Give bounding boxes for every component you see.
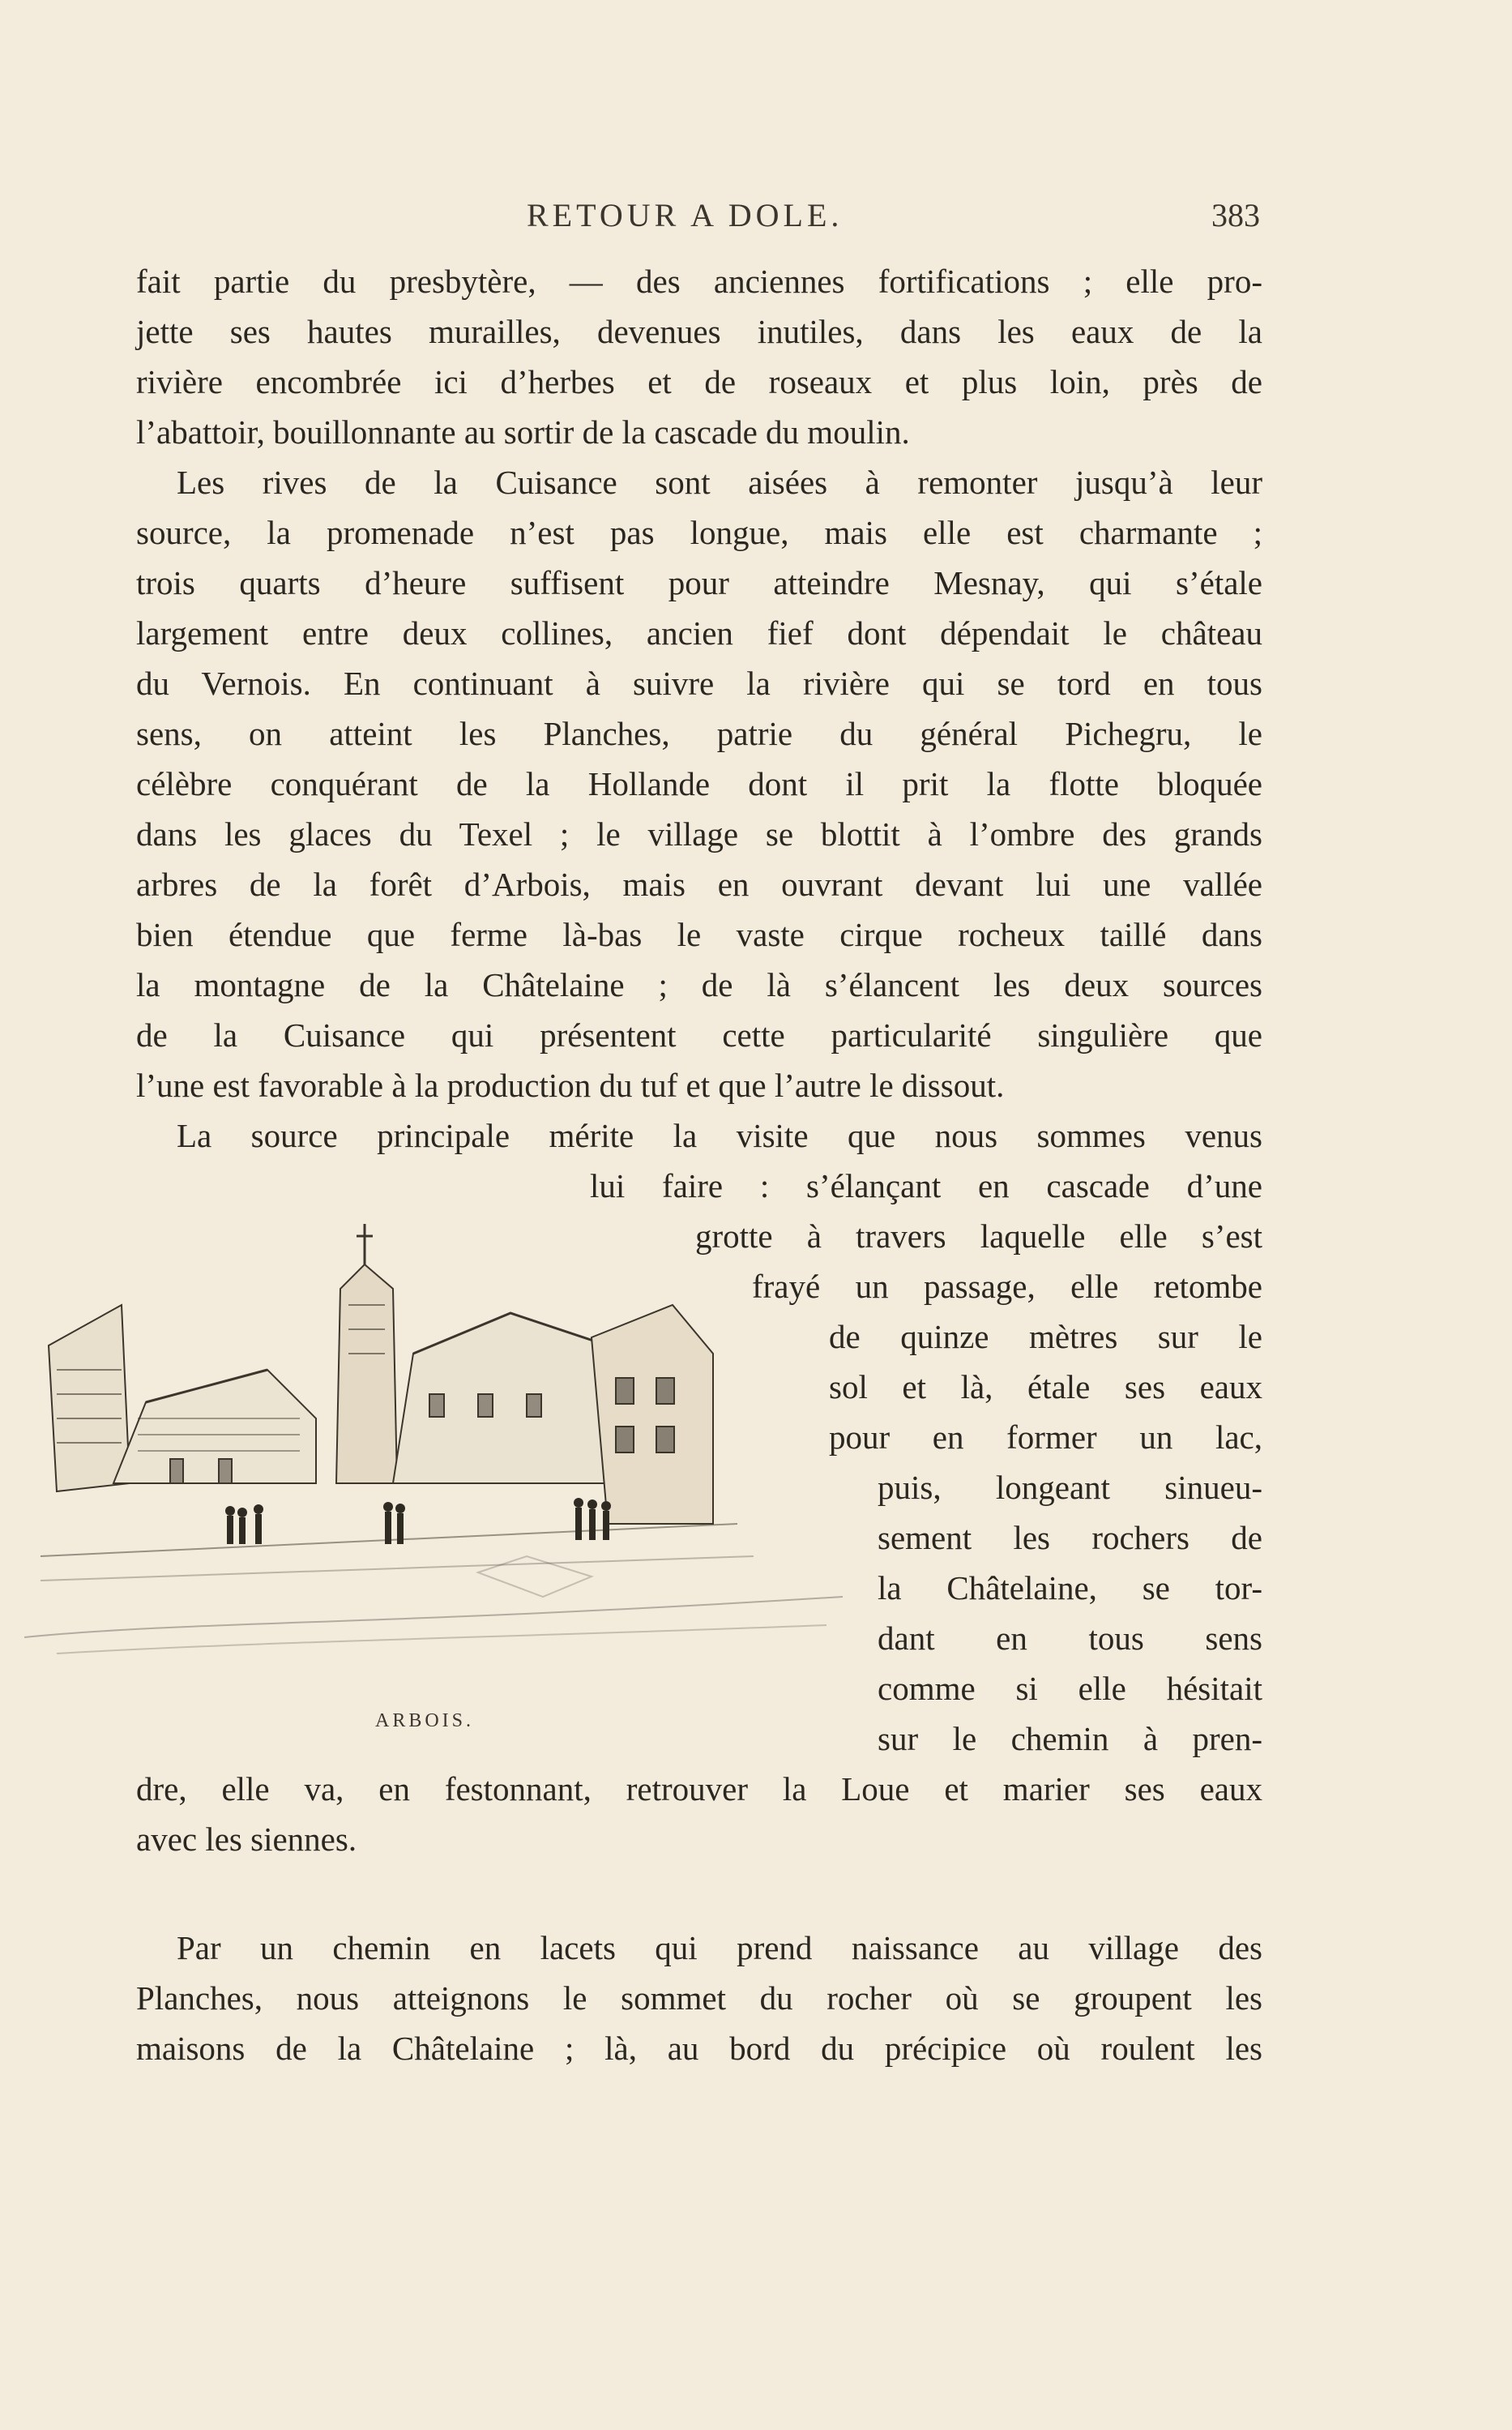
body-text — [136, 256, 1262, 2073]
text-line: frayé un passage, elle retombe — [752, 1268, 1262, 1305]
text-line: l’une est favorable à la production du tuf et que l’autre le dissout. — [136, 1067, 1005, 1104]
text-line: pour en former un lac, — [829, 1418, 1262, 1456]
text-line: sement les rochers de — [878, 1519, 1262, 1556]
text-line: grotte à travers laquelle elle s’est — [695, 1217, 1262, 1255]
text-line: la montagne de la Châtelaine ; de là s’élancent les deux sources — [136, 966, 1262, 1003]
text-line: du Vernois. En continuant à suivre la rivière qui se tord en tous — [136, 665, 1262, 702]
text-line: Par un chemin en lacets qui prend naissance au village des — [177, 1929, 1262, 1966]
text-line: source, la promenade n’est pas longue, mais elle est charmante ; — [136, 514, 1262, 551]
text-line: la Châtelaine, se tor- — [878, 1569, 1262, 1606]
text-line: arbres de la forêt d’Arbois, mais en ouvrant devant lui une vallée — [136, 866, 1262, 903]
text-line: célèbre conquérant de la Hollande dont il prit la flotte bloquée — [136, 765, 1262, 802]
running-title: RETOUR A DOLE. — [527, 197, 844, 233]
text-line: jette ses hautes murailles, devenues inutiles, dans les eaux de la — [136, 313, 1262, 350]
text-line: comme si elle hésitait — [878, 1670, 1262, 1707]
text-line: de la Cuisance qui présentent cette particularité singulière que — [136, 1016, 1262, 1054]
text-line: La source principale mérite la visite que nous sommes venus — [177, 1117, 1262, 1154]
text-line: puis, longeant sinueu- — [878, 1469, 1262, 1506]
text-line: sur le chemin à pren- — [878, 1720, 1262, 1757]
text-line: bien étendue que ferme là-bas le vaste cirque rocheux taillé dans — [136, 916, 1262, 953]
page-number: 383 — [1211, 197, 1260, 233]
text-line: l’abattoir, bouillonnante au sortir de la cascade du moulin. — [136, 413, 910, 451]
arbois-illustration — [24, 1216, 843, 1670]
text-line: fait partie du presbytère, — des anciennes fortifications ; elle pro- — [136, 263, 1262, 300]
text-line: Les rives de la Cuisance sont aisées à remonter jusqu’à leur — [177, 464, 1262, 501]
running-header — [0, 196, 1512, 245]
text-line: avec les siennes. — [136, 1820, 357, 1858]
engraving-image — [24, 1216, 843, 1670]
text-line: dans les glaces du Texel ; le village se blottit à l’ombre des grands — [136, 815, 1262, 853]
text-line: dant en tous sens — [878, 1619, 1262, 1657]
text-line: trois quarts d’heure suffisent pour atteindre Mesnay, qui s’étale — [136, 564, 1262, 601]
text-line: maisons de la Châtelaine ; là, au bord du précipice où roulent les — [136, 2030, 1262, 2067]
text-line: lui faire : s’élançant en cascade d’une — [590, 1167, 1262, 1204]
text-line: rivière encombrée ici d’herbes et de roseaux et plus loin, près de — [136, 363, 1262, 400]
text-line: dre, elle va, en festonnant, retrouver la Loue et marier ses eaux — [136, 1770, 1262, 1808]
text-line: sens, on atteint les Planches, patrie du général Pichegru, le — [136, 715, 1262, 752]
figure-caption: ARBOIS. — [375, 1710, 475, 1731]
text-line: sol et là, étale ses eaux — [829, 1368, 1262, 1405]
text-line: Planches, nous atteignons le sommet du rocher où se groupent les — [136, 1979, 1262, 2017]
text-line: de quinze mètres sur le — [829, 1318, 1262, 1355]
text-line: largement entre deux collines, ancien fief dont dépendait le château — [136, 614, 1262, 652]
